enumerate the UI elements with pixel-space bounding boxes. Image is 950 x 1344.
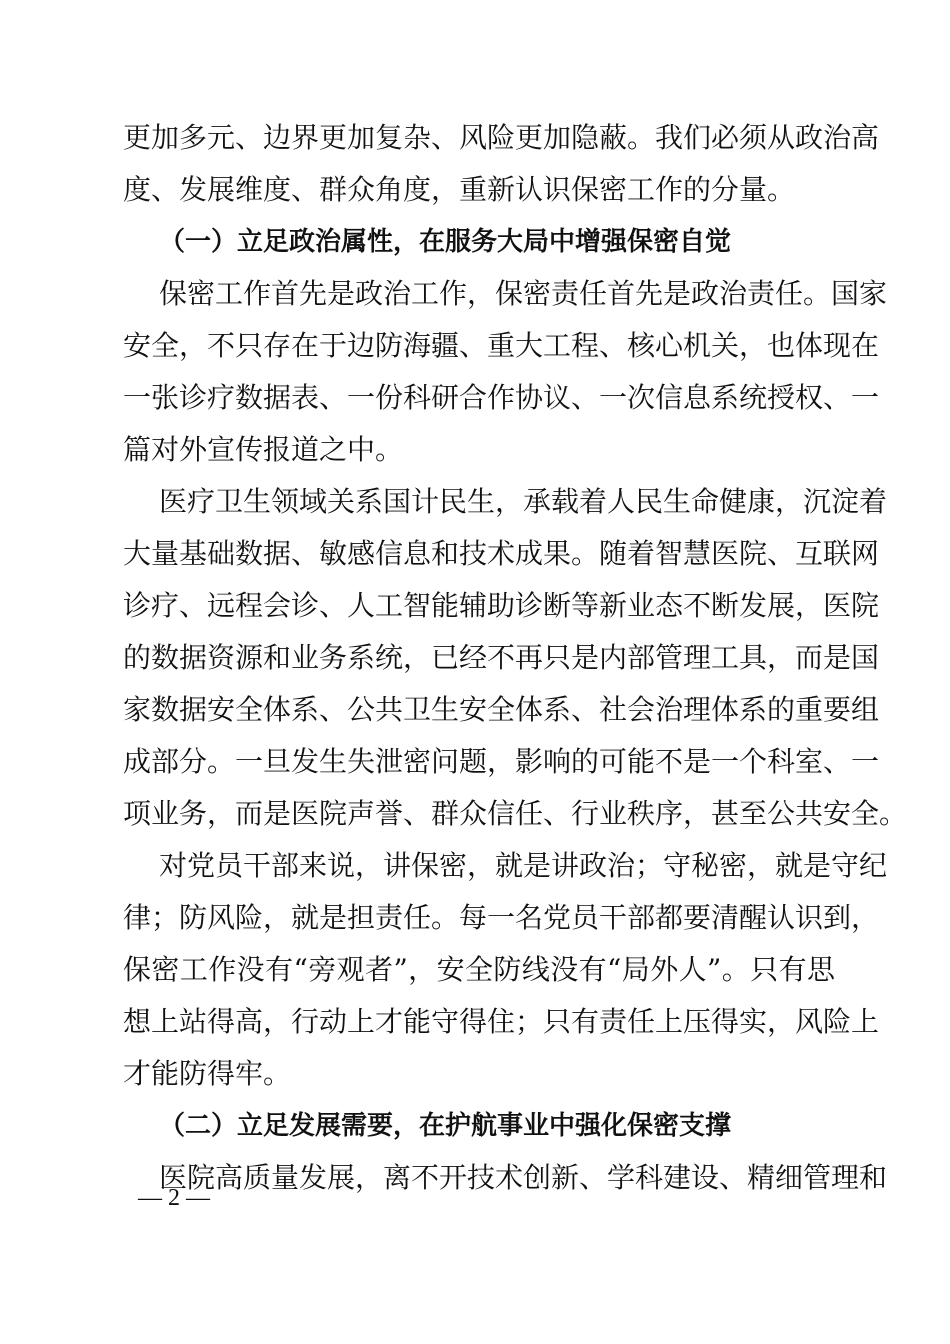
body-line: 才能防得牢。 — [123, 1057, 292, 1090]
body-line: 安全，不只存在于边防海疆、重大工程、核心机关，也体现在 — [123, 329, 880, 362]
body-line: 想上站得高，行动上才能守得住；只有责任上压得实，风险上 — [123, 1005, 880, 1038]
body-line: 对党员干部来说，讲保密，就是讲政治；守秘密，就是守纪 — [159, 849, 888, 882]
body-line: 大量基础数据、敏感信息和技术成果。随着智慧医院、互联网 — [123, 537, 880, 570]
body-line: 家数据安全体系、公共卫生安全体系、社会治理体系的重要组 — [123, 693, 880, 726]
body-line: 项业务，而是医院声誉、群众信任、行业秩序，甚至公共安全。 — [123, 797, 908, 830]
body-line: 成部分。一旦发生失泄密问题，影响的可能不是一个科室、一 — [123, 745, 880, 778]
body-line: 度、发展维度、群众角度，重新认识保密工作的分量。 — [123, 173, 796, 206]
document-body — [123, 112, 908, 1204]
body-line: 的数据资源和业务系统，已经不再只是内部管理工具，而是国 — [123, 641, 880, 674]
body-line: 医疗卫生领域关系国计民生，承载着人民生命健康，沉淀着 — [159, 485, 888, 518]
section-heading: （一）立足政治属性，在服务大局中增强保密自觉 — [159, 227, 732, 257]
body-line: 保密工作没有“旁观者”，安全防线没有“局外人”。只有思 — [123, 953, 835, 986]
body-line: 更加多元、边界更加复杂、风险更加隐蔽。我们必须从政治高 — [123, 121, 880, 154]
body-line: 保密工作首先是政治工作，保密责任首先是政治责任。国家 — [159, 277, 888, 310]
section-heading: （二）立足发展需要，在护航事业中强化保密支撑 — [159, 1111, 732, 1141]
body-line: 诊疗、远程会诊、人工智能辅助诊断等新业态不断发展，医院 — [123, 589, 880, 622]
body-line: 一张诊疗数据表、一份科研合作协议、一次信息系统授权、一 — [123, 381, 880, 414]
page-number: — 2 — — [138, 1185, 210, 1211]
body-line: 篇对外宣传报道之中。 — [123, 433, 404, 466]
body-line: 医院高质量发展，离不开技术创新、学科建设、精细管理和 — [159, 1161, 888, 1194]
body-line: 律；防风险，就是担责任。每一名党员干部都要清醒认识到， — [123, 901, 880, 934]
